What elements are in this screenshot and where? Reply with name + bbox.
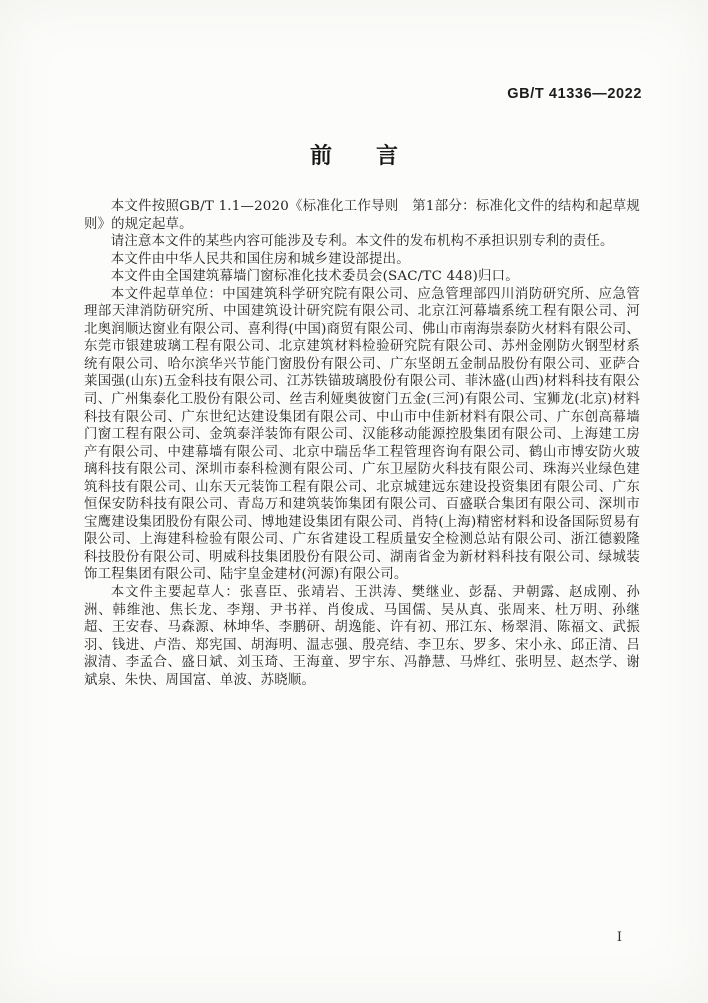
page-title: 前 言 bbox=[309, 144, 398, 169]
paragraph-patent-notice: 请注意本文件的某些内容可能涉及专利。本文件的发布机构不承担识别专利的责任。 bbox=[110, 234, 614, 250]
paragraph-committee: 本文件由全国建筑幕墙门窗标准化技术委员会(SAC/TC 448)归口。 bbox=[110, 269, 519, 285]
paragraph-drafting-organizations: 本文件起草单位：中国建筑科学研究院有限公司、应急管理部四川消防研究所、应急管理部天津消防研究所、中国建筑设计研究院有限公司、北京江河幕墙系统工程有限公司、河北奥润顺达窗业有限公司、喜利得(中国)商贸有限公司、佛山市南海崇泰防火材料有限公司、东莞市银建玻璃工程有限公司、北京建筑材料检验研究院有限公司、苏州金刚防火钢型材系统有限公司、哈尔滨华兴节能门窗股份有限公司、广东坚朗五金制品股份有限公司、亚萨合莱国强(山东)五金科技有限公司、江苏铁锚玻璃股份有限公司、菲沐盛(山西)材料科技有限公司、广州集泰化工股份有限公司、丝吉利娅奥彼窗门五金(三河)有限公司、宝狮龙(北京)材料科技有限公司、广东世纪达建设集团有限公司、中山市中佳新材料有限公司、广东创高幕墙门窗工程有限公司、金筑泰洋装饰有限公司、汉能移动能源控股集团有限公司、上海建工房产有限公司、中建幕墙有限公司、北京中瑞岳华工程管理咨询有限公司、鹤山市博安防火玻璃科技有限公司、深圳市泰科检测有限公司、广东卫屋防火科技有限公司、珠海兴业绿色建筑科技有限公司、山东天元装饰工程有限公司、北京城建远东建设投资集团有限公司、广东恒保安防科技有限公司、青岛万和建筑装饰集团有限公司、百盛联合集团有限公司、深圳市宝鹰建设集团股份有限公司、博地建设集团有限公司、肖特(上海)精密材料和设备国际贸易有限公司、上海建科检验有限公司、广东省建设工程质量安全检测总站有限公司、浙江德毅隆科技股份有限公司、明威科技集团股份有限公司、湖南省金为新材料科技有限公司、绿城装饰工程集团有限公司、陆宇皇金建材(河源)有限公司。 bbox=[84, 286, 640, 583]
paragraph-main-drafters: 本文件主要起草人：张喜臣、张靖岩、王洪涛、樊继业、彭磊、尹朝露、赵成刚、孙洲、韩维池、焦长龙、李翔、尹书祥、肖俊成、马国儒、吴从真、张周来、杜万明、孙继超、王安春、马森源、林坤华、李鹏研、胡逸能、许有初、邢江东、杨翠涓、陈福文、武振羽、钱进、卢浩、郑宪国、胡海明、温志强、殷亮结、李卫东、罗多、宋小永、邱正清、吕淑清、李孟合、盛日斌、刘玉琦、王海童、罗宇东、冯静慧、马烨红、张明昱、赵杰学、谢斌泉、朱快、周国富、单波、苏晓顺。 bbox=[84, 585, 640, 688]
paragraph-drafting-rule: 本文件按照GB/T 1.1—2020《标准化工作导则 第1部分：标准化文件的结构和起草规则》的规定起草。 bbox=[84, 199, 640, 232]
foreword-body bbox=[84, 198, 640, 689]
page-number: Ⅰ bbox=[616, 930, 622, 945]
paragraph-proposed-by: 本文件由中华人民共和国住房和城乡建设部提出。 bbox=[110, 251, 410, 267]
standard-code: GB/T 41336—2022 bbox=[507, 86, 642, 102]
